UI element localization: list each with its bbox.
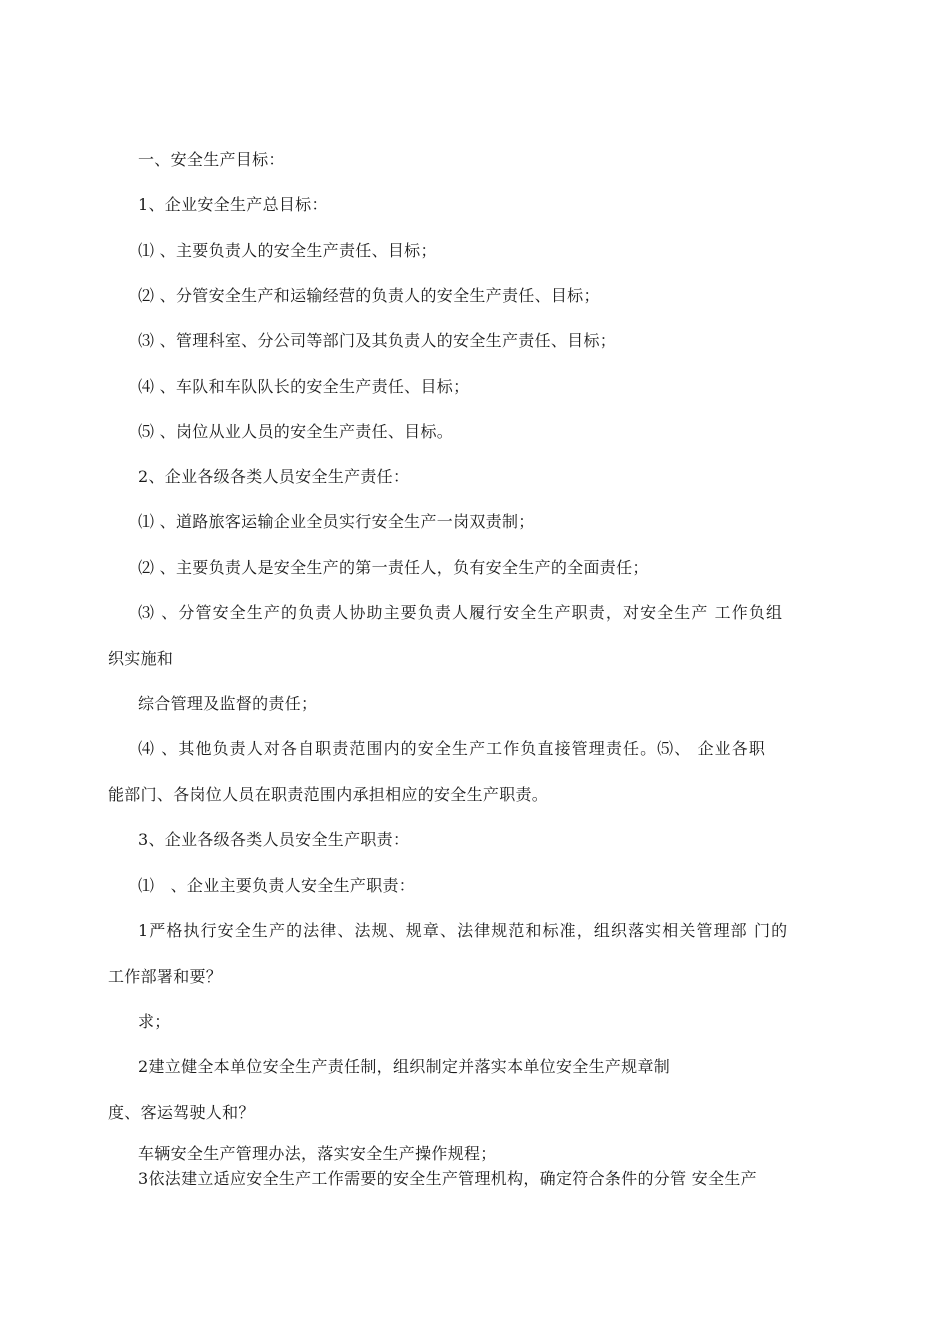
paragraph-line: 工作部署和要？ (108, 967, 223, 986)
paragraph-line: 综合管理及监督的责任； (138, 694, 318, 713)
list-item: ⑴ 、企业主要负责人安全生产职责： (138, 876, 416, 895)
list-item: ⑶ 、管理科室、分公司等部门及其负责人的安全生产责任、目标； (138, 331, 617, 350)
list-item: ⑵ 、分管安全生产和运输经营的负责人的安全生产责任、目标； (138, 286, 600, 305)
paragraph-line: ⑶ 、分管安全生产的负责人协助主要负责人履行安全生产职责，对安全生产 工作负组 (138, 603, 784, 622)
paragraph-line: 车辆安全生产管理办法，落实安全生产操作规程； (138, 1144, 497, 1163)
list-item: ⑵ 、主要负责人是安全生产的第一责任人，负有安全生产的全面责任； (138, 558, 649, 577)
subsection-heading-responsibilities: 2、企业各级各类人员安全生产责任： (138, 467, 410, 486)
list-item: ⑸ 、岗位从业人员的安全生产责任、目标。 (138, 422, 454, 441)
paragraph-line: 2建立健全本单位安全生产责任制，组织制定并落实本单位安全生产规章制 (138, 1057, 671, 1076)
list-item: ⑴ 、主要负责人的安全生产责任、目标； (138, 241, 437, 260)
list-item: ⑷ 、车队和车队队长的安全生产责任、目标； (138, 377, 470, 396)
paragraph-line: 3依法建立适应安全生产工作需要的安全生产管理机构，确定符合条件的分管 安全生产 (138, 1169, 757, 1188)
paragraph-line: 能部门、各岗位人员在职责范围内承担相应的安全生产职责。 (108, 785, 549, 804)
paragraph-line: 1严格执行安全生产的法律、法规、规章、法律规范和标准，组织落实相关管理部 门的 (138, 921, 789, 940)
paragraph-line: 求； (138, 1012, 171, 1031)
section-heading-safety-goals: 一、安全生产目标： (138, 150, 285, 169)
paragraph-line: ⑷ 、其他负责人对各自职责范围内的安全生产工作负直接管理责任。⑸、 企业各职 (138, 739, 766, 758)
list-item: ⑴ 、道路旅客运输企业全员实行安全生产一岗双责制； (138, 512, 535, 531)
paragraph-line: 织实施和 (108, 649, 174, 668)
subsection-heading-duties: 3、企业各级各类人员安全生产职责： (138, 830, 410, 849)
paragraph-line: 度、客运驾驶人和？ (108, 1103, 255, 1122)
subsection-heading-overall-goal: 1、企业安全生产总目标： (138, 195, 328, 214)
